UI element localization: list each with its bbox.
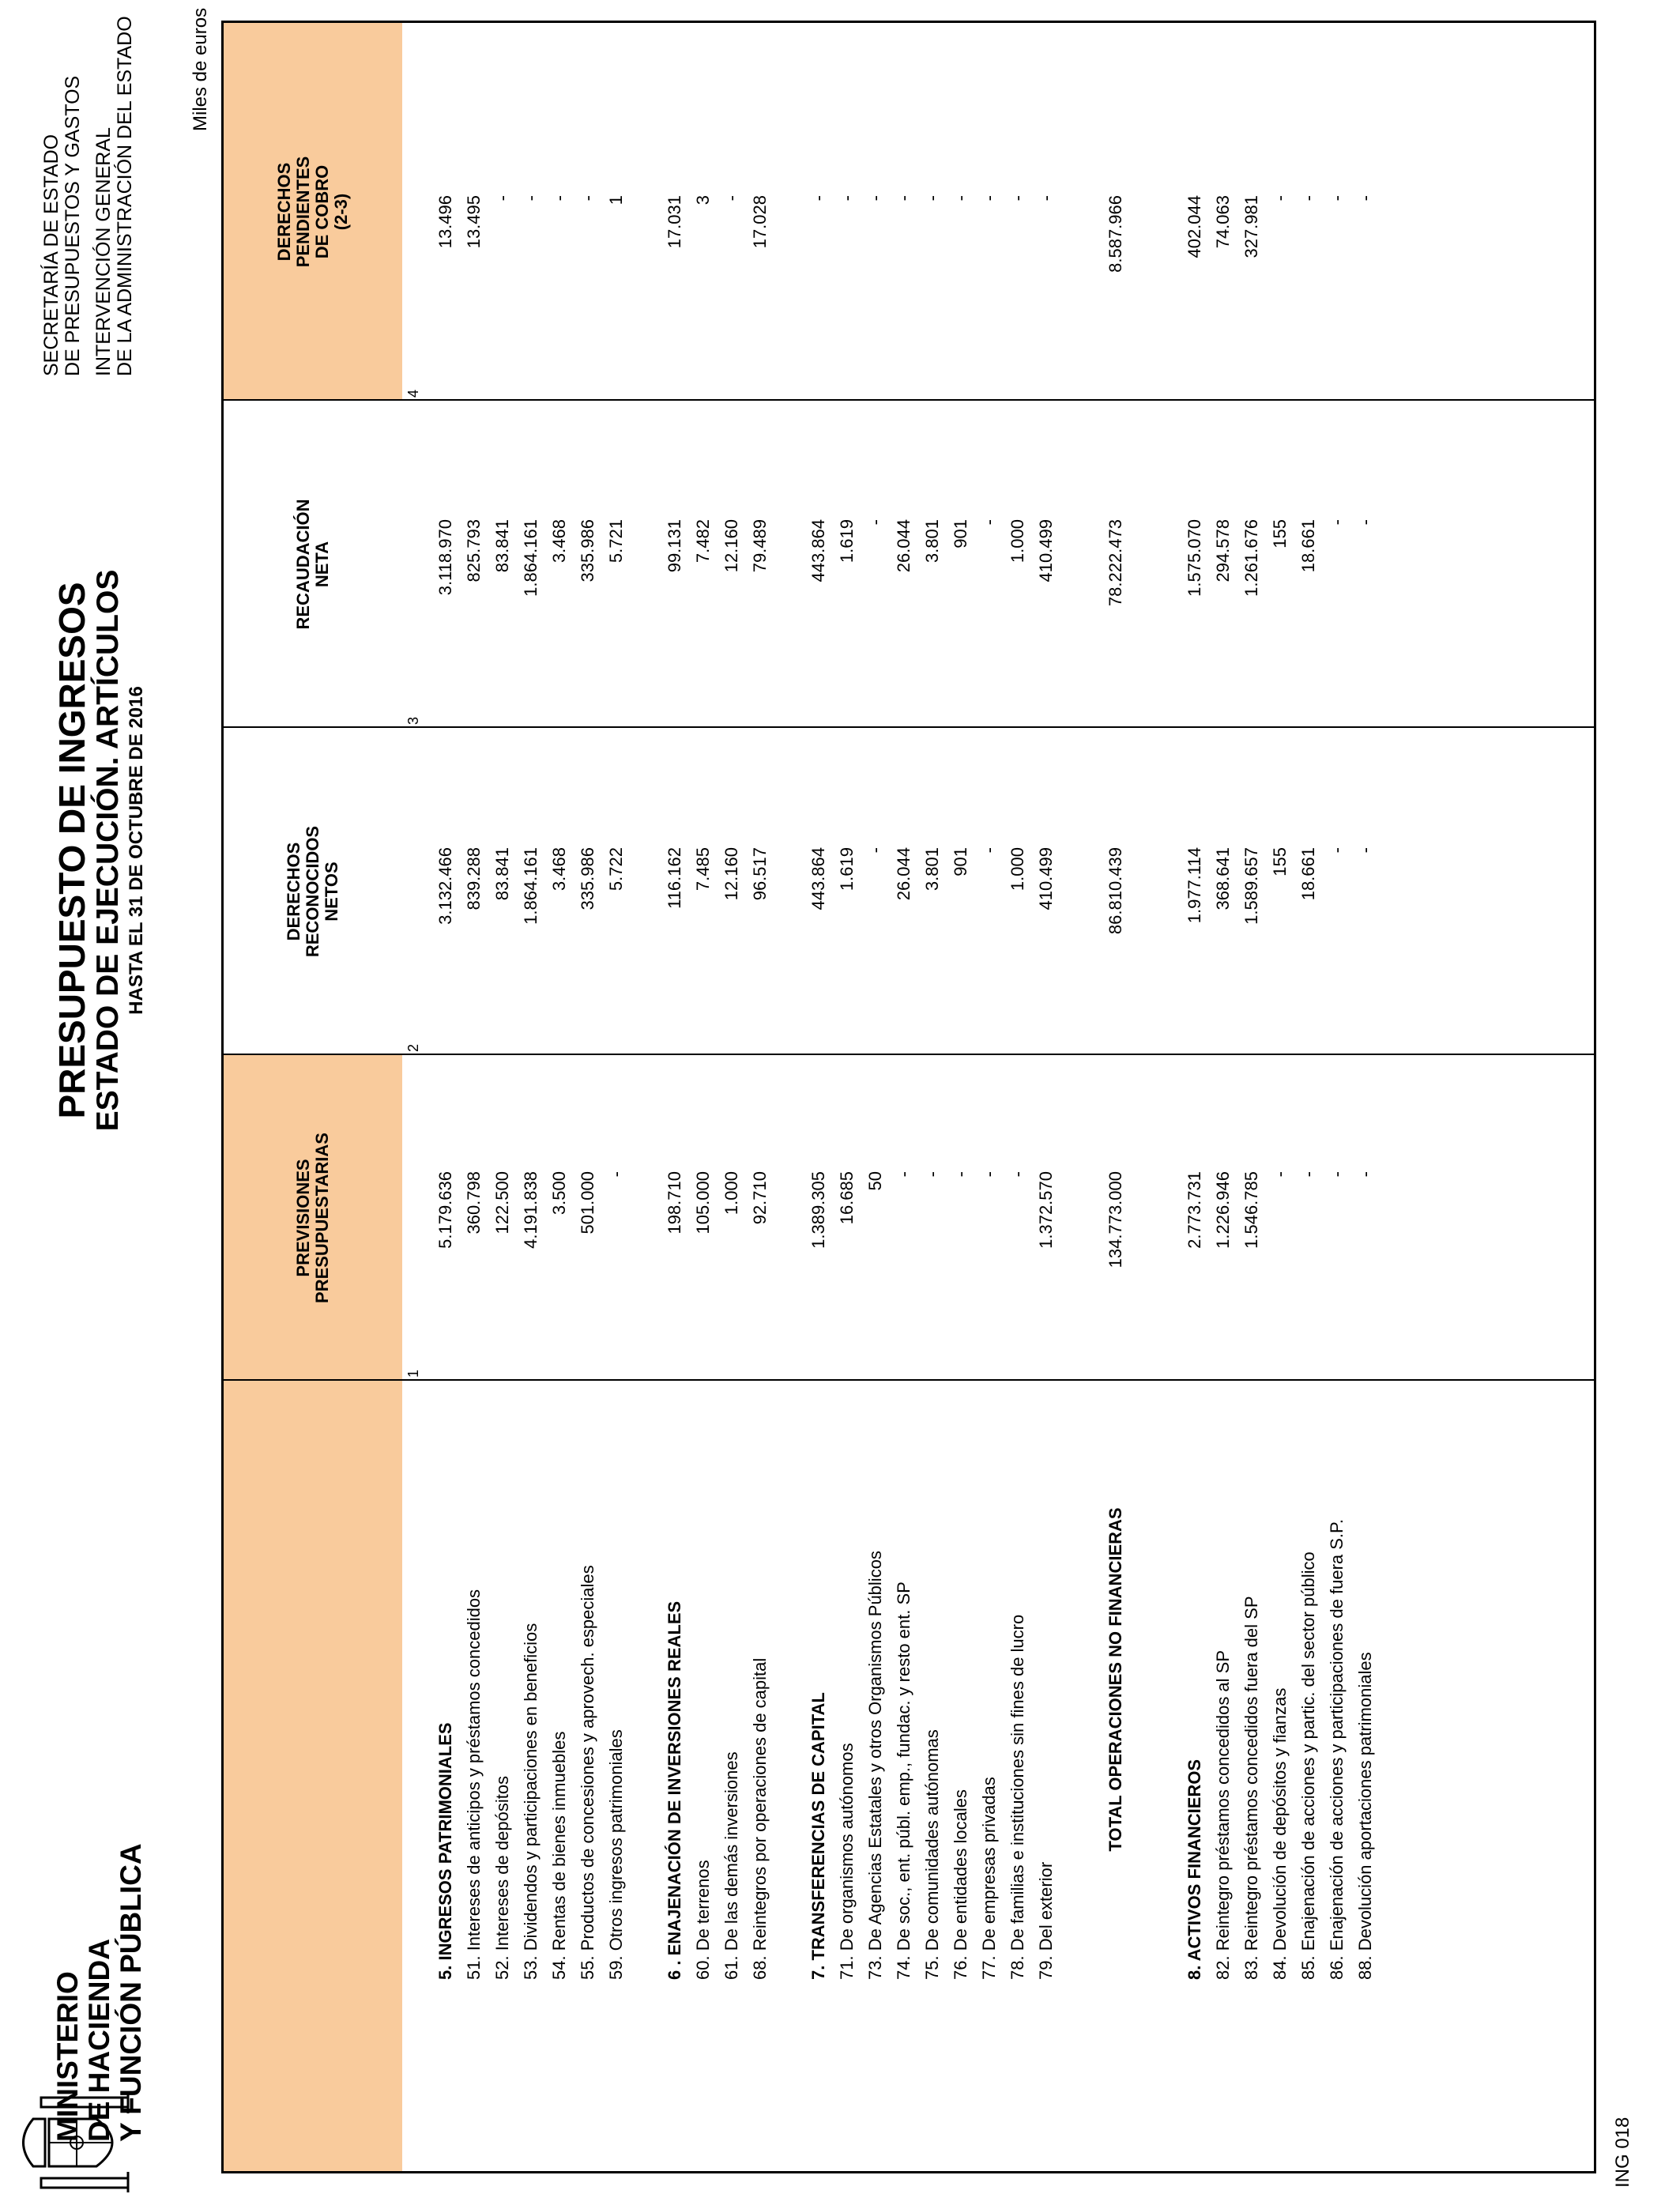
cell-value-col-1: - (1327, 1171, 1347, 1178)
cell-value-col-3: 410.499 (1036, 519, 1056, 582)
cell-value-col-3: 99.131 (665, 519, 684, 573)
column-header-line: PRESUPUESTARIAS (312, 1133, 332, 1303)
column-header-line: NETA (312, 541, 332, 588)
table-row (804, 23, 834, 2171)
column-header-line: (2-3) (331, 193, 351, 231)
form-code: ING 018 (1612, 2117, 1633, 2188)
table-row (516, 23, 546, 2171)
units-label: Miles de euros (190, 7, 211, 131)
column-number: 1 (405, 1369, 421, 1378)
cell-value-col-1: 198.710 (665, 1171, 684, 1235)
cell-value-col-3: 26.044 (894, 519, 913, 573)
cell-value-col-1: 501.000 (578, 1171, 597, 1235)
table-header (224, 23, 402, 2171)
report-subtitle: ESTADO DE EJECUCIÓN. ARTÍCULOS (91, 569, 125, 1132)
report-titles (52, 416, 149, 1285)
cell-value-col-4: 13.496 (435, 195, 455, 249)
article-label: 68. Reintegros por operaciones de capital (750, 1657, 770, 1980)
cell-value-col-2: 1.000 (1008, 847, 1027, 892)
article-label: 82. Reintegro préstamos concedidos al SP (1213, 1649, 1233, 1980)
article-label: 78. De familias e instituciones sin fines de lucro (1008, 1614, 1027, 1980)
table-row (1322, 23, 1352, 2171)
cell-value-col-2: 26.044 (894, 847, 913, 901)
cell-value-col-4: - (1036, 195, 1056, 202)
header-col-3 (224, 401, 402, 728)
table-row (861, 23, 891, 2171)
cell-value-col-4: - (1270, 195, 1290, 202)
cell-value-col-3: 294.578 (1213, 519, 1233, 582)
cell-value-col-3: - (865, 519, 885, 526)
cell-value-col-2: 7.485 (693, 847, 713, 892)
cell-value-col-4: - (1355, 195, 1375, 202)
cell-value-col-3: 3.801 (922, 519, 942, 564)
cell-value-col-3: 1.261.676 (1241, 519, 1261, 597)
cell-value-col-4: - (865, 195, 885, 202)
chapter-label: 5. INGRESOS PATRIMONIALES (435, 1722, 455, 1980)
cell-value-col-4: 3 (693, 195, 713, 205)
table-row (1180, 23, 1210, 2171)
cell-value-col-1: - (1355, 1171, 1375, 1178)
cell-value-col-1: - (979, 1171, 999, 1178)
cell-value-col-3: 79.489 (750, 519, 770, 573)
header-col-2 (224, 728, 402, 1055)
article-label: 59. Otros ingresos patrimoniales (606, 1729, 626, 1980)
cell-value-col-4: 1 (606, 195, 626, 205)
article-label: 55. Productos de concesiones y aprovech. especiales (578, 1565, 597, 1980)
header-col-4 (224, 23, 402, 401)
cell-value-col-1: 1.389.305 (808, 1171, 828, 1249)
table-row (1003, 23, 1033, 2171)
column-header-line: RECAUDACIÓN (293, 499, 313, 630)
cell-value-col-3: 7.482 (693, 519, 713, 564)
chapter-label: 6 . ENAJENACIÓN DE INVERSIONES REALES (665, 1600, 684, 1980)
report-title: PRESUPUESTO DE INGRESOS (51, 582, 92, 1119)
table-row (573, 23, 603, 2171)
report-date: HASTA EL 31 DE OCTUBRE DE 2016 (126, 686, 147, 1015)
cell-value-col-1: 1.226.946 (1213, 1171, 1233, 1249)
cell-value-col-1: 3.500 (549, 1171, 569, 1216)
cell-value-col-2: 1.977.114 (1185, 847, 1204, 924)
cell-value-col-4: - (492, 195, 512, 202)
cell-value-col-3: - (1355, 519, 1375, 526)
cell-value-col-3: 83.841 (492, 519, 512, 573)
agency-line: DE PRESUPUESTOS Y GASTOS (62, 75, 84, 376)
cell-value-col-4: - (549, 195, 569, 202)
cell-value-col-4: - (578, 195, 597, 202)
header-concept-cell (224, 1381, 402, 2171)
cell-value-col-2: - (1327, 847, 1347, 854)
table-row (1265, 23, 1295, 2171)
cell-value-col-1: - (894, 1171, 913, 1178)
chapter-label: 8. ACTIVOS FINANCIEROS (1185, 1759, 1204, 1980)
cell-value-col-3: 5.721 (606, 519, 626, 564)
table-row (488, 23, 518, 2171)
agency-line: DE LA ADMINISTRACIÓN DEL ESTADO (114, 16, 136, 376)
table-row (1294, 23, 1324, 2171)
cell-value-col-4: - (808, 195, 828, 202)
article-label: 53. Dividendos y participaciones en beneficios (521, 1623, 541, 1980)
table-row (1031, 23, 1061, 2171)
article-label: 86. Enajenación de acciones y participaciones de fuera S.P. (1327, 1519, 1347, 1980)
cell-value-col-3: - (979, 519, 999, 526)
table-row (832, 23, 862, 2171)
ministry-name (52, 1843, 147, 2142)
cell-value-col-3: 12.160 (721, 519, 741, 573)
cell-value-col-2: 116.162 (665, 847, 684, 909)
cell-value-col-3: 155 (1270, 519, 1290, 548)
cell-value-col-2: 1.619 (837, 847, 857, 892)
cell-value-col-2: 18.661 (1298, 847, 1318, 901)
cell-value-col-4: 8.587.966 (1106, 195, 1125, 273)
column-header-line: PENDIENTES (293, 156, 313, 268)
cell-value-col-1: 2.773.731 (1185, 1171, 1204, 1249)
ministry-line: MINISTERIO (51, 1971, 84, 2142)
cell-value-col-4: - (922, 195, 942, 202)
article-label: 60. De terrenos (693, 1860, 713, 1980)
article-label: 75. De comunidades autónomas (922, 1729, 942, 1980)
cell-value-col-1: - (922, 1171, 942, 1178)
article-label: 84. Devolución de depósitos y fianzas (1270, 1687, 1290, 1980)
cell-value-col-2: 155 (1270, 847, 1290, 876)
article-label: 79. Del exterior (1036, 1861, 1056, 1980)
column-number: 4 (405, 389, 421, 398)
cell-value-col-4: 17.028 (750, 195, 770, 249)
article-label: 88. Devolución aportaciones patrimoniales (1355, 1652, 1375, 1980)
cell-value-col-3: 18.661 (1298, 519, 1318, 573)
cell-value-col-1: - (1008, 1171, 1027, 1178)
agency-block (41, 16, 136, 376)
table-row (974, 23, 1004, 2171)
cell-value-col-3: 1.575.070 (1185, 519, 1204, 597)
column-header-line: RECONOCIDOS (303, 825, 322, 958)
column-header-line: DERECHOS (274, 162, 294, 262)
cell-value-col-4: - (837, 195, 857, 202)
cell-value-col-4: - (951, 195, 970, 202)
cell-value-col-1: 360.798 (464, 1171, 484, 1235)
cell-value-col-1: 5.179.636 (435, 1171, 455, 1249)
table-row (660, 23, 690, 2171)
agency-line: INTERVENCIÓN GENERAL (92, 127, 115, 376)
cell-value-col-3: 3.468 (549, 519, 569, 564)
agency-line: SECRETARÍA DE ESTADO (40, 134, 62, 376)
cell-value-col-4: - (1298, 195, 1318, 202)
cell-value-col-3: 443.864 (808, 519, 828, 582)
ministry-line: Y FUNCIÓN PÚBLICA (115, 1843, 147, 2142)
header-col-1 (224, 1055, 402, 1381)
article-label: 71. De organismos autónomos (837, 1743, 857, 1980)
cell-value-col-2: 443.864 (808, 847, 828, 910)
article-label: 74. De soc., ent. públ. emp., fundac. y resto ent. SP (894, 1581, 913, 1980)
cell-value-col-4: - (521, 195, 541, 202)
article-label: 76. De entidades locales (951, 1789, 970, 1980)
table-row (459, 23, 489, 2171)
cell-value-col-1: - (606, 1171, 626, 1178)
cell-value-col-2: 410.499 (1036, 847, 1056, 910)
cell-value-col-3: 901 (951, 519, 970, 548)
cell-value-col-4: 13.495 (464, 195, 484, 249)
table-row (946, 23, 976, 2171)
cell-value-col-4: - (979, 195, 999, 202)
cell-value-col-2: 1.864.161 (521, 847, 541, 925)
article-label: 51. Intereses de anticipos y préstamos concedidos (464, 1589, 484, 1980)
cell-value-col-4: 402.044 (1185, 195, 1204, 258)
cell-value-col-2: 1.589.657 (1241, 847, 1261, 925)
column-header-line: NETOS (322, 861, 341, 922)
cell-value-col-4: - (1327, 195, 1347, 202)
cell-value-col-1: 92.710 (750, 1171, 770, 1225)
cell-value-col-3: 1.864.161 (521, 519, 541, 597)
cell-value-col-1: 50 (865, 1171, 885, 1191)
cell-value-col-2: 86.810.439 (1106, 847, 1125, 935)
cell-value-col-1: 122.500 (492, 1171, 512, 1235)
cell-value-col-1: 1.546.785 (1241, 1171, 1261, 1249)
table-row (1208, 23, 1238, 2171)
cell-value-col-2: 83.841 (492, 847, 512, 901)
cell-value-col-2: - (1355, 847, 1375, 854)
article-label: 85. Enajenación de acciones y partic. del sector público (1298, 1551, 1318, 1980)
cell-value-col-4: - (1008, 195, 1027, 202)
cell-value-col-1: 1.372.570 (1036, 1171, 1056, 1249)
column-number: 3 (405, 716, 421, 725)
cell-value-col-1: 1.000 (721, 1171, 741, 1216)
ministry-line: DE HACIENDA (83, 1939, 115, 2142)
column-number: 2 (405, 1043, 421, 1052)
cell-value-col-2: - (979, 847, 999, 854)
table-row (431, 23, 461, 2171)
cell-value-col-1: 134.773.000 (1106, 1171, 1125, 1269)
cell-value-col-2: 96.517 (750, 847, 770, 901)
cell-value-col-3: 825.793 (464, 519, 484, 582)
cell-value-col-2: 368.641 (1213, 847, 1233, 910)
cell-value-col-1: 16.685 (837, 1171, 857, 1225)
article-label: 61. De las demás inversiones (721, 1751, 741, 1980)
cell-value-col-2: 12.160 (721, 847, 741, 901)
cell-value-col-2: 335.986 (578, 847, 597, 910)
article-label: 77. De empresas privadas (979, 1777, 999, 1980)
total-label: TOTAL OPERACIONES NO FINANCIERAS (1106, 1507, 1125, 1852)
table-row (889, 23, 919, 2171)
cell-value-col-4: - (721, 195, 741, 202)
table-row (1101, 23, 1131, 2171)
cell-value-col-2: 3.132.466 (435, 847, 455, 925)
article-label: 73. De Agencias Estatales y otros Organismos Públicos (865, 1551, 885, 1980)
budget-table (221, 21, 1596, 2173)
table-row (1350, 23, 1381, 2171)
cell-value-col-2: 3.801 (922, 847, 942, 892)
cell-value-col-1: 105.000 (693, 1171, 713, 1235)
cell-value-col-1: - (1270, 1171, 1290, 1178)
chapter-label: 7. TRANSFERENCIAS DE CAPITAL (808, 1692, 828, 1980)
table-row (544, 23, 574, 2171)
table-row (1237, 23, 1267, 2171)
cell-value-col-2: - (865, 847, 885, 854)
cell-value-col-3: - (1327, 519, 1347, 526)
article-label: 83. Reintegro préstamos concedidos fuera del SP (1241, 1596, 1261, 1980)
cell-value-col-3: 335.986 (578, 519, 597, 582)
cell-value-col-2: 3.468 (549, 847, 569, 892)
article-label: 54. Rentas de bienes inmuebles (549, 1731, 569, 1980)
cell-value-col-4: 74.063 (1213, 195, 1233, 249)
column-header-line: PREVISIONES (293, 1159, 313, 1277)
cell-value-col-4: - (894, 195, 913, 202)
table-row (745, 23, 775, 2171)
cell-value-col-3: 1.000 (1008, 519, 1027, 564)
cell-value-col-3: 78.222.473 (1106, 519, 1125, 607)
cell-value-col-3: 3.118.970 (435, 519, 455, 596)
cell-value-col-2: 839.288 (464, 847, 484, 910)
cell-value-col-2: 5.722 (606, 847, 626, 892)
column-header-line: DE COBRO (312, 164, 332, 259)
cell-value-col-1: 4.191.838 (521, 1171, 541, 1249)
cell-value-col-3: 1.619 (837, 519, 857, 564)
table-row (717, 23, 747, 2171)
article-label: 52. Intereses de depósitos (492, 1775, 512, 1980)
table-row (917, 23, 947, 2171)
column-header-line: DERECHOS (284, 842, 303, 941)
cell-value-col-1: - (951, 1171, 970, 1178)
cell-value-col-4: 17.031 (665, 195, 684, 249)
table-row (688, 23, 718, 2171)
table-row (601, 23, 631, 2171)
cell-value-col-2: 901 (951, 847, 970, 876)
cell-value-col-1: - (1298, 1171, 1318, 1178)
cell-value-col-4: 327.981 (1241, 195, 1261, 258)
